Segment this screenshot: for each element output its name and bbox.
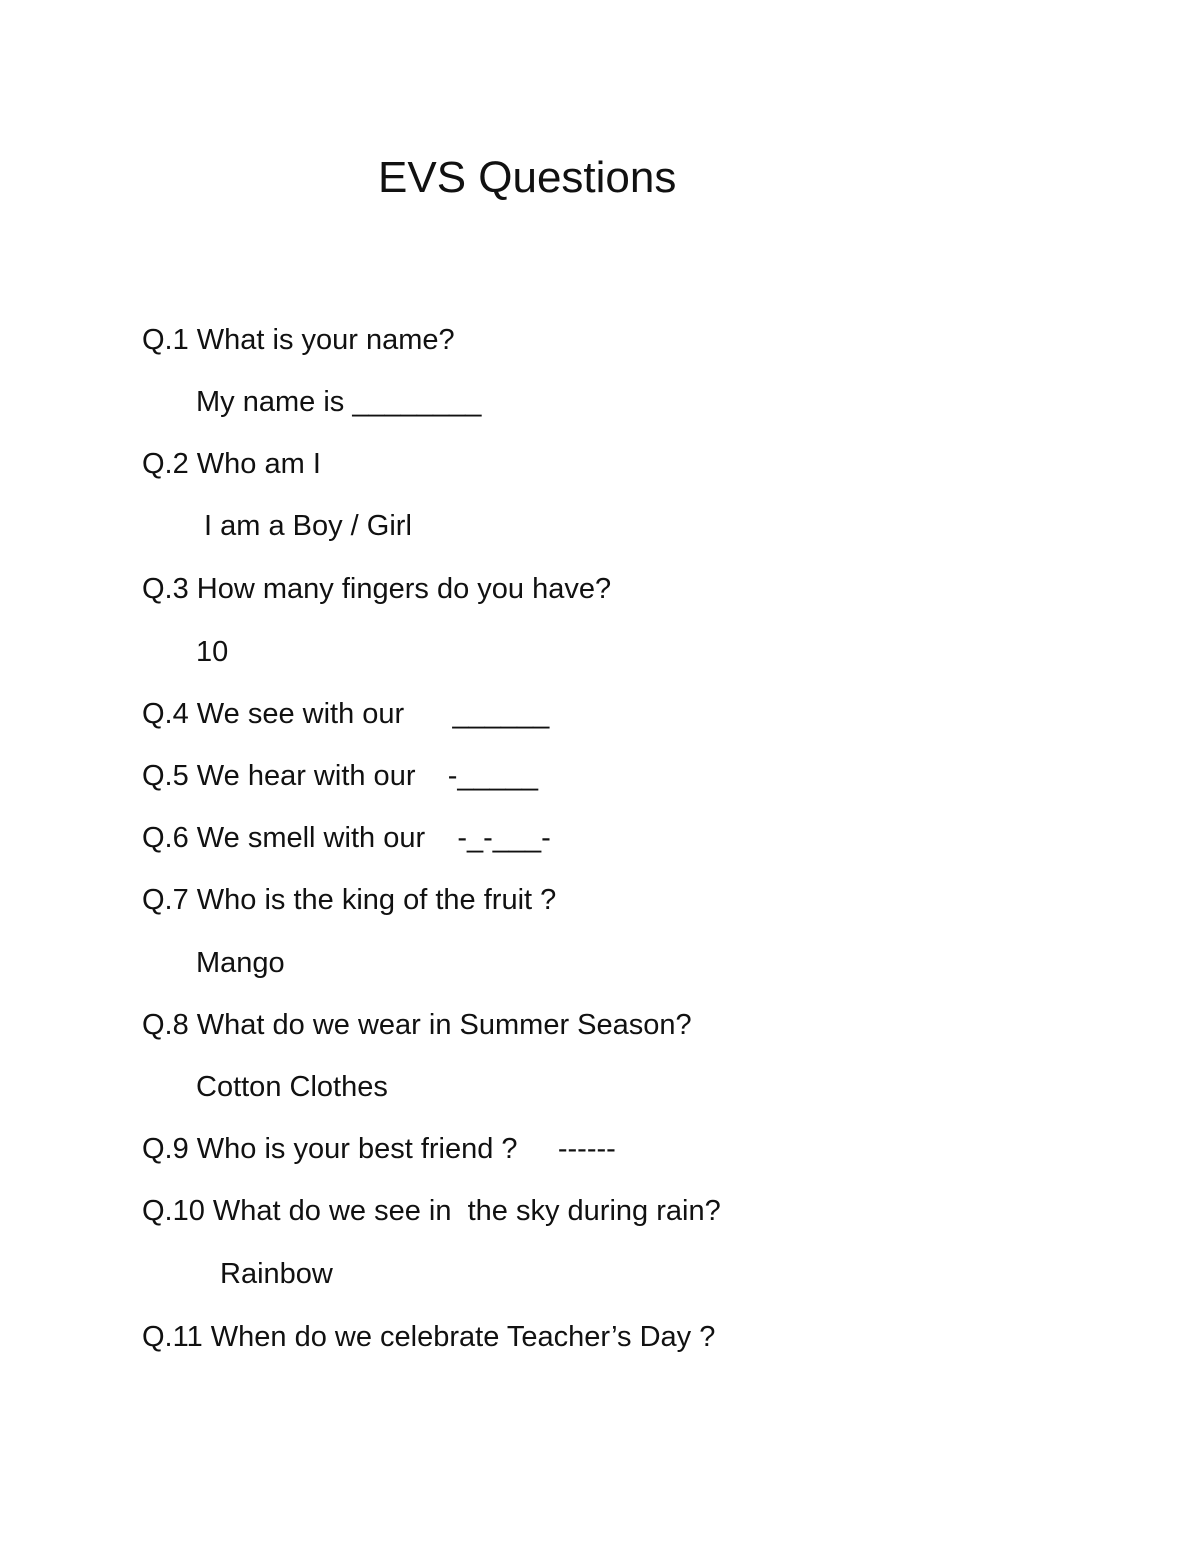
- question-5: Q.5 We hear with our -_____: [142, 760, 539, 792]
- answer-8: Cotton Clothes: [196, 1071, 388, 1103]
- question-6: Q.6 We smell with our -_-___-: [142, 822, 551, 854]
- page-title: EVS Questions: [378, 153, 677, 202]
- question-9: Q.9 Who is your best friend ? ------: [142, 1133, 616, 1165]
- question-3: Q.3 How many fingers do you have?: [142, 573, 612, 605]
- answer-7: Mango: [196, 947, 285, 979]
- answer-3: 10: [196, 636, 229, 668]
- question-10: Q.10 What do we see in the sky during rain?: [142, 1195, 721, 1227]
- question-11: Q.11 When do we celebrate Teacher’s Day ?: [142, 1321, 716, 1353]
- answer-10: Rainbow: [220, 1258, 333, 1290]
- question-4: Q.4 We see with our ______: [142, 698, 550, 730]
- question-7: Q.7 Who is the king of the fruit ?: [142, 884, 557, 916]
- question-2: Q.2 Who am I: [142, 448, 321, 480]
- question-1: Q.1 What is your name?: [142, 324, 455, 356]
- answer-2: I am a Boy / Girl: [204, 510, 412, 542]
- answer-1: My name is ________: [196, 386, 482, 418]
- question-8: Q.8 What do we wear in Summer Season?: [142, 1009, 692, 1041]
